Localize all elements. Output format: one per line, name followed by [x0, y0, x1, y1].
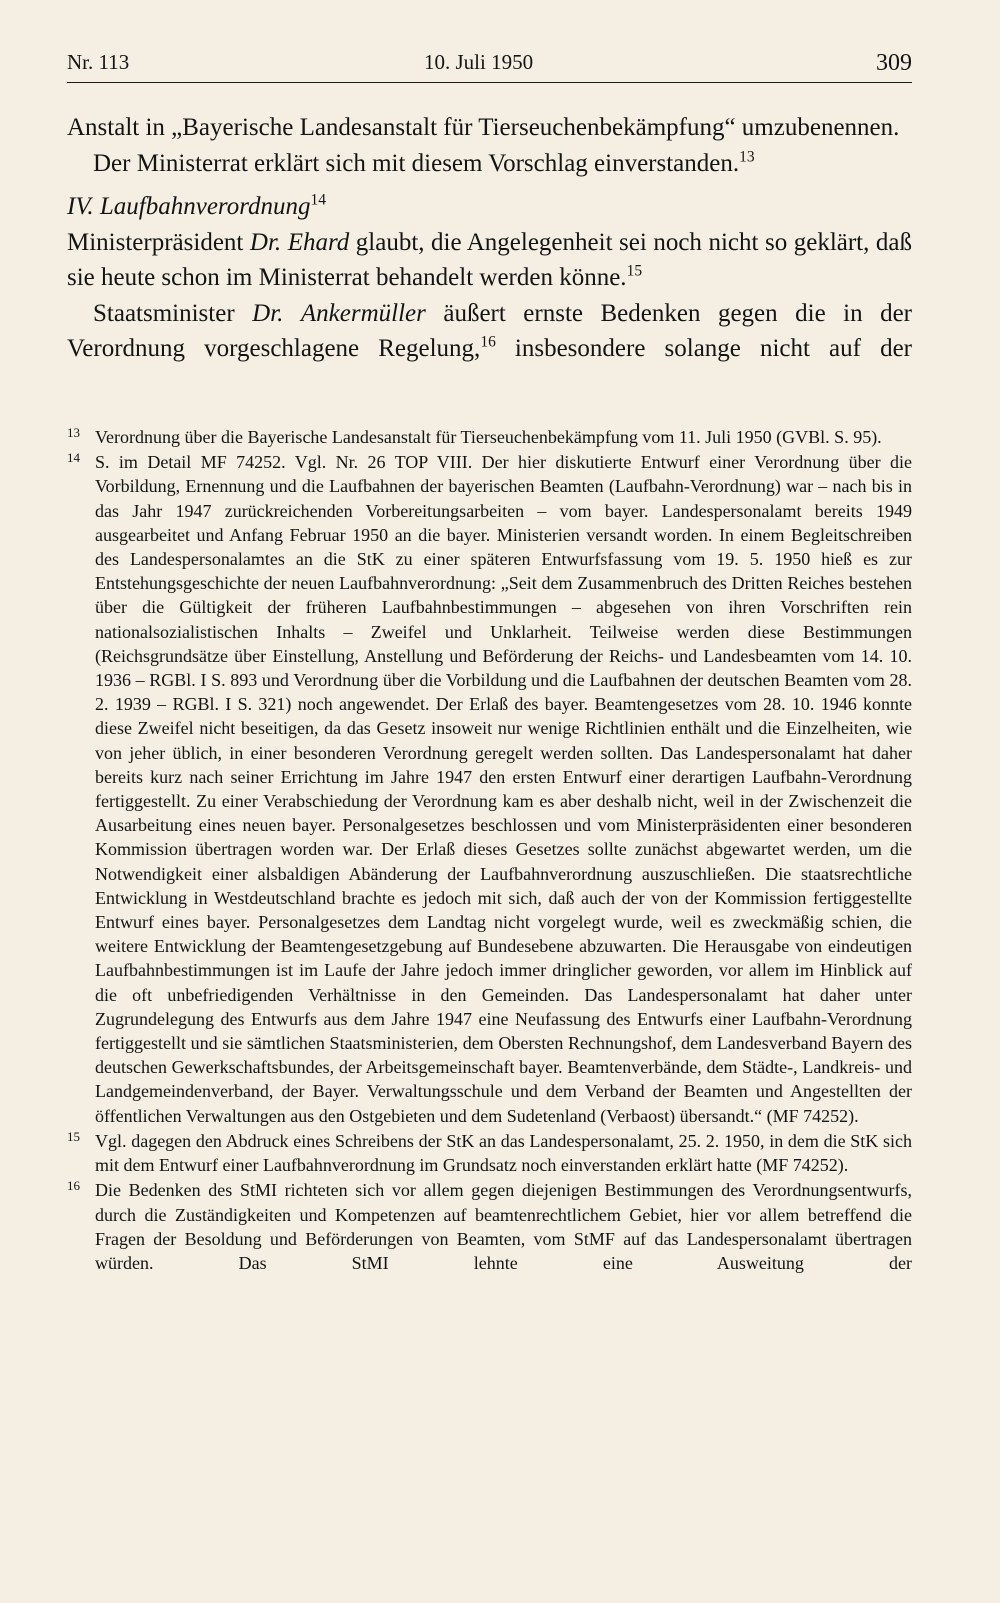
footnote-text: Die Bedenken des StMI richteten sich vor allem gegen diejenigen Bestimmungen des Verordnungsentwurfs, durch die Zuständigkeiten und Kompetenzen auf beamtenrechtlichem Gebiet, hier vor allem betreffend die Fragen der Besoldung und Beförderungen von Beamten, vom StMF auf das Landespersonalamt übertragen würden. Das StMI lehnte eine Ausweitung der: [95, 1180, 912, 1273]
footnote-ref-13[interactable]: 13: [739, 148, 755, 166]
paragraph-2-text: Der Ministerrat erklärt sich mit diesem Vorschlag einverstanden.: [93, 149, 740, 177]
footnote-number: 15: [67, 1128, 80, 1144]
paragraph-3-text-b: glaubt, die Angelegenheit sei noch nicht so geklärt, daß sie heute schon im Ministerrat behandelt werden könne.: [67, 228, 912, 291]
footnotes: [67, 425, 912, 1276]
paragraph-1: [67, 110, 912, 146]
person-name-ankermueller: Ankermüller: [300, 299, 426, 327]
section-heading: [67, 189, 912, 225]
footnote-text: Vgl. dagegen den Abdruck eines Schreibens der StK an das Landespersonalamt, 25. 2. 1950, in dem die StK sich mit dem Entwurf einer Laufbahnverordnung im Grundsatz noch einverstanden erklärt hatte (MF 74252).: [95, 1130, 912, 1176]
footnote-16: [67, 1178, 912, 1275]
footnote-ref-15[interactable]: 15: [626, 262, 643, 280]
footnote-13: [67, 425, 912, 449]
footnote-text: Verordnung über die Bayerische Landesanstalt für Tierseuchenbekämpfung vom 11. Juli 1950 (GVBl. S. 95).: [95, 427, 882, 447]
paragraph-1-text: Anstalt in „Bayerische Landesanstalt für Tierseuchenbekämpfung“ umzubenennen.: [67, 114, 900, 141]
page-number: 309: [876, 50, 912, 76]
footnote-15: [67, 1129, 912, 1177]
footnote-ref-16[interactable]: 16: [480, 333, 496, 351]
footnote-14: [67, 450, 912, 1128]
paragraph-3: [67, 225, 912, 296]
issue-number: Nr. 113: [67, 50, 130, 74]
paragraph-4-text-b: äußert ernste Bedenken gegen die in der Verordnung vorgeschlagene Regelung,: [67, 299, 912, 362]
main-text: [67, 110, 912, 367]
running-header: [67, 46, 912, 83]
footnote-number: 16: [67, 1178, 80, 1194]
footnote-text: S. im Detail MF 74252. Vgl. Nr. 26 TOP VIII. Der hier diskutierte Entwurf einer Verordnung über die Vorbildung, Ernennung und die Laufbahnen der bayerischen Beamten (Laufbahn-Verordnung) war – nach bis in das Jahr 1947 zurückreichenden Vorbereitungsarbeiten – vom bayer. Landespersonalamt bereits 1949 ausgearbeitet und Anfang Februar 1950 an die bayer. Ministerien versandt worden. In einem Begleitschreiben des Landespersonalamtes an die StK zu einer späteren Entwurfsfassung vom 19. 5. 1950 hieß es zur Entstehungsgeschichte der neuen Laufbahnverordnung: „Seit dem Zusammenbruch des Dritten Reiches bestehen über die Gültigkeit der früheren Laufbahnbestimmungen – abgesehen von ihren Vorschriften rein nationalsozialistischen Inhalts – Zweifel und Unklarheit. Teilweise werden diese Bestimmungen (Reichsgrundsätze über Einstellung, Anstellung und Beförderung der Reichs- und Landesbeamten vom 14. 10. 1936 – RGBl. I S. 893 und Verordnung über die Vorbildung und die Laufbahnen der deutschen Beamten vom 28. 2. 1939 – RGBl. I S. 321) noch angewendet. Der Erlaß des bayer. Beamtengesetzes vom 28. 10. 1946 konnte diese Zweifel nicht beseitigen, da das Gesetz insoweit nur wenige Richtlinien enthält und die Einzelheiten, wie von jeher üblich, in einer besonderen Verordnung geregelt werden sollten. Das Landespersonalamt hat daher bereits kurz nach seiner Errichtung im Jahre 1947 den ersten Entwurf einer derartigen Laufbahn-Verordnung fertiggestellt. Zu einer Verabschiedung der Verordnung kam es aber deshalb nicht, weil in der Zwischenzeit die Ausarbeitung eines neuen bayer. Personalgesetzes beschlossen und vom Ministerpräsidenten einer besonderen Kommission übertragen worden war. Der Erlaß dieses Gesetzes sollte zunächst abgewartet werden, um die Notwendigkeit einer alsbaldigen Abänderung der Laufbahnverordnung auszuschließen. Die staatsrechtliche Entwicklung in Westdeutschland brachte es jedoch mit sich, daß auch der von der Kommission fertiggestellte Entwurf eines bayer. Personalgesetzes dem Landtag nicht vorgelegt wurde, weil es zweckmäßig schien, die weitere Entwicklung der Beamtengesetzgebung auf Bundesebene abzuwarten. Die Herausgabe von eindeutigen Laufbahnbestimmungen ist im Laufe der Jahre jedoch immer dringlicher geworden, vor allem im Hinblick auf die oft unbefriedigenden Verhältnisse in den Gemeinden. Das Landespersonalamt hat daher unter Zugrundelegung des Entwurfs aus dem Jahre 1947 eine Neufassung des Entwurfs einer Laufbahn-Verordnung fertiggestellt und sie sämtlichen Staatsministerien, dem Obersten Rechnungshof, dem Landesverband Bayern des deutschen Gewerkschaftsbundes, der Arbeitsgemeinschaft bayer. Beamtenverbände, dem Städte-, Landkreis- und Landgemeindenverband, der Bayer. Verwaltungsschule und dem Verband der Beamten und Angestellten der öffentlichen Verwaltungen aus den Ostgebieten und dem Sudetenland (Verbaost) übersandt.“ (MF 74252).: [95, 452, 912, 1126]
paragraph-4-title: Dr.: [252, 299, 284, 327]
paragraph-2: [67, 146, 912, 182]
paragraph-4-text-c: insbesondere solange nicht auf der: [495, 335, 912, 362]
paragraph-4: [67, 296, 912, 367]
section-heading-text: IV. Laufbahnverordnung: [67, 193, 311, 220]
person-name-ehard: Ehard: [287, 228, 350, 256]
footnote-number: 13: [67, 425, 80, 440]
paragraph-3-text-a: Ministerpräsident: [67, 228, 250, 256]
footnote-ref-14[interactable]: 14: [310, 191, 327, 209]
header-date: 10. Juli 1950: [424, 50, 534, 74]
footnote-number: 14: [67, 450, 80, 466]
paragraph-4-text-a: Staatsminister: [93, 299, 253, 327]
paragraph-3-title: Dr.: [249, 228, 282, 256]
